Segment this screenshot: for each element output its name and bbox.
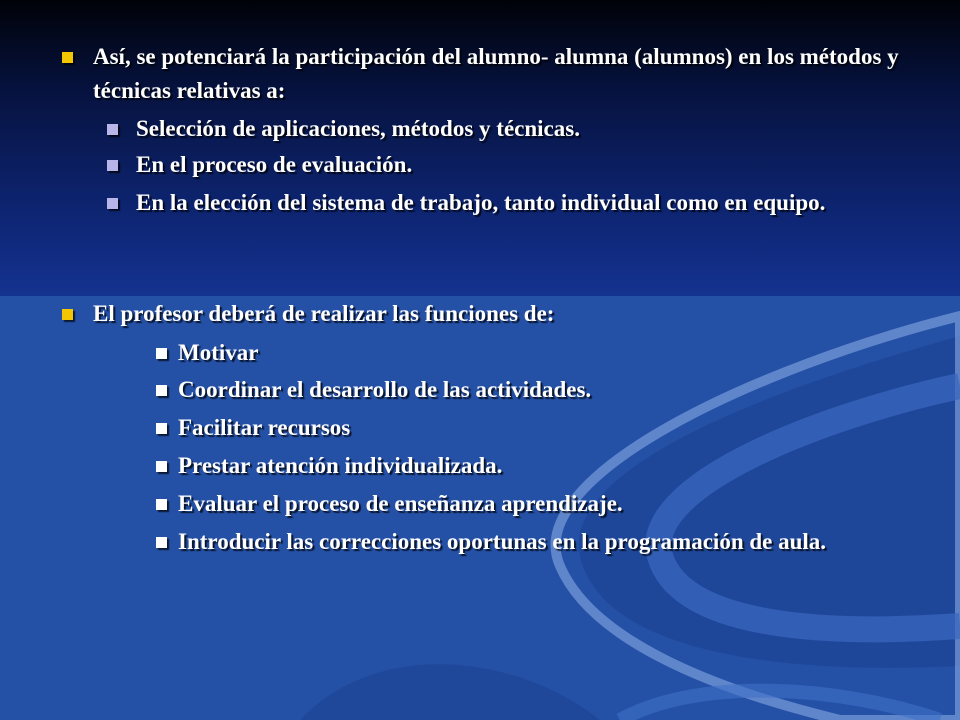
bullet-text: En la elección del sistema de trabajo, tanto individual como en equipo. <box>136 190 826 215</box>
bullet-level1 <box>62 40 912 108</box>
bullet-level3 <box>156 336 916 370</box>
square-bullet-icon <box>156 537 167 548</box>
square-bullet-icon <box>156 423 167 434</box>
bullet-level1 <box>62 297 912 331</box>
square-bullet-icon <box>156 461 167 472</box>
square-bullet-icon <box>62 52 73 63</box>
bullet-level3 <box>156 525 896 559</box>
bullet-level2 <box>107 186 867 220</box>
bullet-text: Evaluar el proceso de enseñanza aprendizaje. <box>178 491 623 516</box>
bullet-text: Prestar atención individualizada. <box>178 453 503 478</box>
bullet-level3 <box>156 411 916 445</box>
square-bullet-icon <box>156 385 167 396</box>
bullet-level3 <box>156 487 916 521</box>
square-bullet-icon <box>156 499 167 510</box>
square-bullet-icon <box>107 198 118 209</box>
square-bullet-icon <box>62 309 73 320</box>
square-bullet-icon <box>107 124 118 135</box>
bullet-level2 <box>107 112 927 146</box>
bullet-text: Motivar <box>178 340 259 365</box>
bullet-level3 <box>156 373 916 407</box>
bullet-level3 <box>156 449 916 483</box>
bullet-text: En el proceso de evaluación. <box>136 152 413 177</box>
bullet-text: El profesor deberá de realizar las funciones de: <box>93 301 555 326</box>
bullet-text: Introducir las correcciones oportunas en la programación de aula. <box>178 529 827 554</box>
bullet-text: Coordinar el desarrollo de las actividades. <box>178 377 592 402</box>
square-bullet-icon <box>107 160 118 171</box>
bullet-level2 <box>107 148 927 182</box>
square-bullet-icon <box>156 348 167 359</box>
bullet-text: Así, se potenciará la participación del alumno- alumna (alumnos) en los métodos y técnicas relativas a: <box>93 44 899 103</box>
bullet-text: Facilitar recursos <box>178 415 351 440</box>
bullet-text: Selección de aplicaciones, métodos y técnicas. <box>136 116 580 141</box>
